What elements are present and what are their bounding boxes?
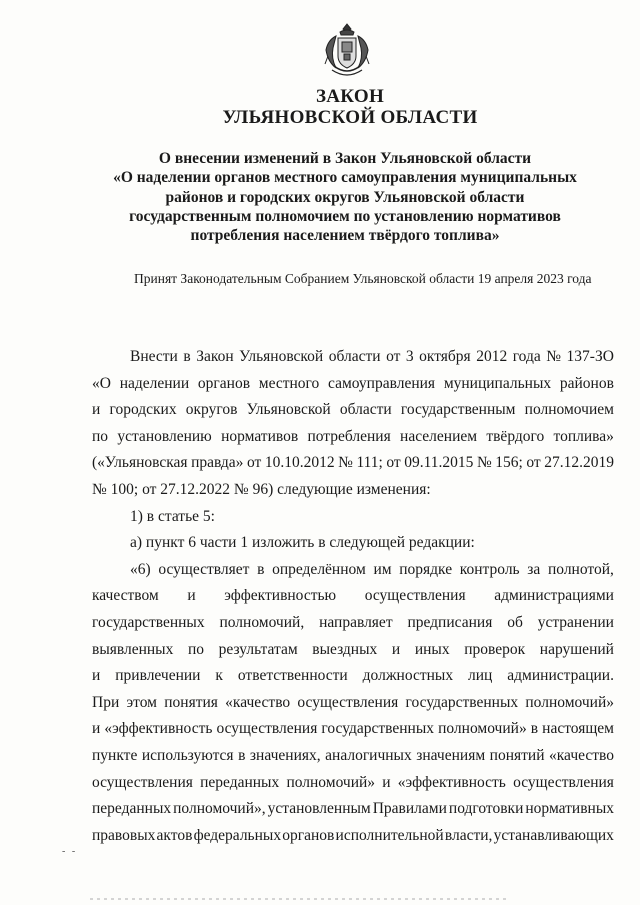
body-line: При этом понятия «качество осуществления государственных полномочий» — [92, 693, 614, 711]
body-line: государственных полномочий, направляет предписания об устранении — [92, 613, 614, 631]
body-line: «6) осуществляет в определённом им порядке контроль за полнотой, — [130, 560, 614, 578]
body-line: и привлечении к ответственности должностных лиц администрации. — [92, 667, 614, 685]
law-body-text — [92, 344, 614, 849]
subject-line: потребления населением твёрдого топлива» — [190, 227, 500, 245]
subject-line: районов и городских округов Ульяновской области — [165, 188, 525, 206]
body-line: по установлению нормативов потребления населением твёрдого топлива» — [92, 427, 614, 445]
body-line: Внести в Закон Ульяновской области от 3 октября 2012 года № 137-ЗО — [130, 348, 614, 365]
body-line: переданных полномочий», установленным Правилами подготовки нормативных — [92, 800, 614, 818]
body-line: осуществления переданных полномочий» и «эффективность осуществления — [92, 773, 614, 791]
body-line: «О наделении органов местного самоуправления муниципальных районов — [92, 374, 614, 392]
body-line: правовых актов федеральных органов исполнительной власти, устанавливающих — [92, 826, 614, 844]
body-line: 1) в статье 5: — [130, 507, 215, 525]
body-line: № 100; от 27.12.2022 № 96) следующие изменения: — [92, 480, 431, 498]
body-line: а) пункт 6 части 1 изложить в следующей редакции: — [130, 534, 475, 552]
body-line: и городских округов Ульяновской области государственным полномочием — [92, 401, 614, 419]
body-line: качеством и эффективностью осуществления администрациями — [92, 587, 614, 605]
subject-line: государственным полномочием по установлению нормативов — [129, 207, 561, 225]
law-subject — [110, 149, 580, 245]
body-line: и «эффективность осуществления государственных полномочий» в настоящем — [92, 720, 614, 738]
subject-line: «О наделении органов местного самоуправления муниципальных — [113, 169, 577, 187]
body-line: пункте используются в значениях, аналогичных значениям понятий «качество — [92, 746, 614, 764]
subject-line: О внесении изменений в Закон Ульяновской области — [158, 150, 532, 167]
body-line: («Ульяновская правда» от 10.10.2012 № 111; от 09.11.2015 № 156; от 27.12.2019 — [92, 454, 614, 472]
coat-of-arms-emblem — [322, 22, 372, 80]
scan-edge-divider — [90, 898, 510, 900]
law-region-title: УЛЬЯНОВСКОЙ ОБЛАСТИ — [222, 107, 478, 128]
footer-mark: - - — [62, 846, 78, 857]
law-title: ЗАКОН — [315, 86, 385, 107]
body-line: выявленных по результатам выездных и иных проверок нарушений — [92, 640, 614, 658]
adoption-note: Принят Законодательным Собранием Ульяновской области 19 апреля 2023 года — [134, 271, 592, 286]
